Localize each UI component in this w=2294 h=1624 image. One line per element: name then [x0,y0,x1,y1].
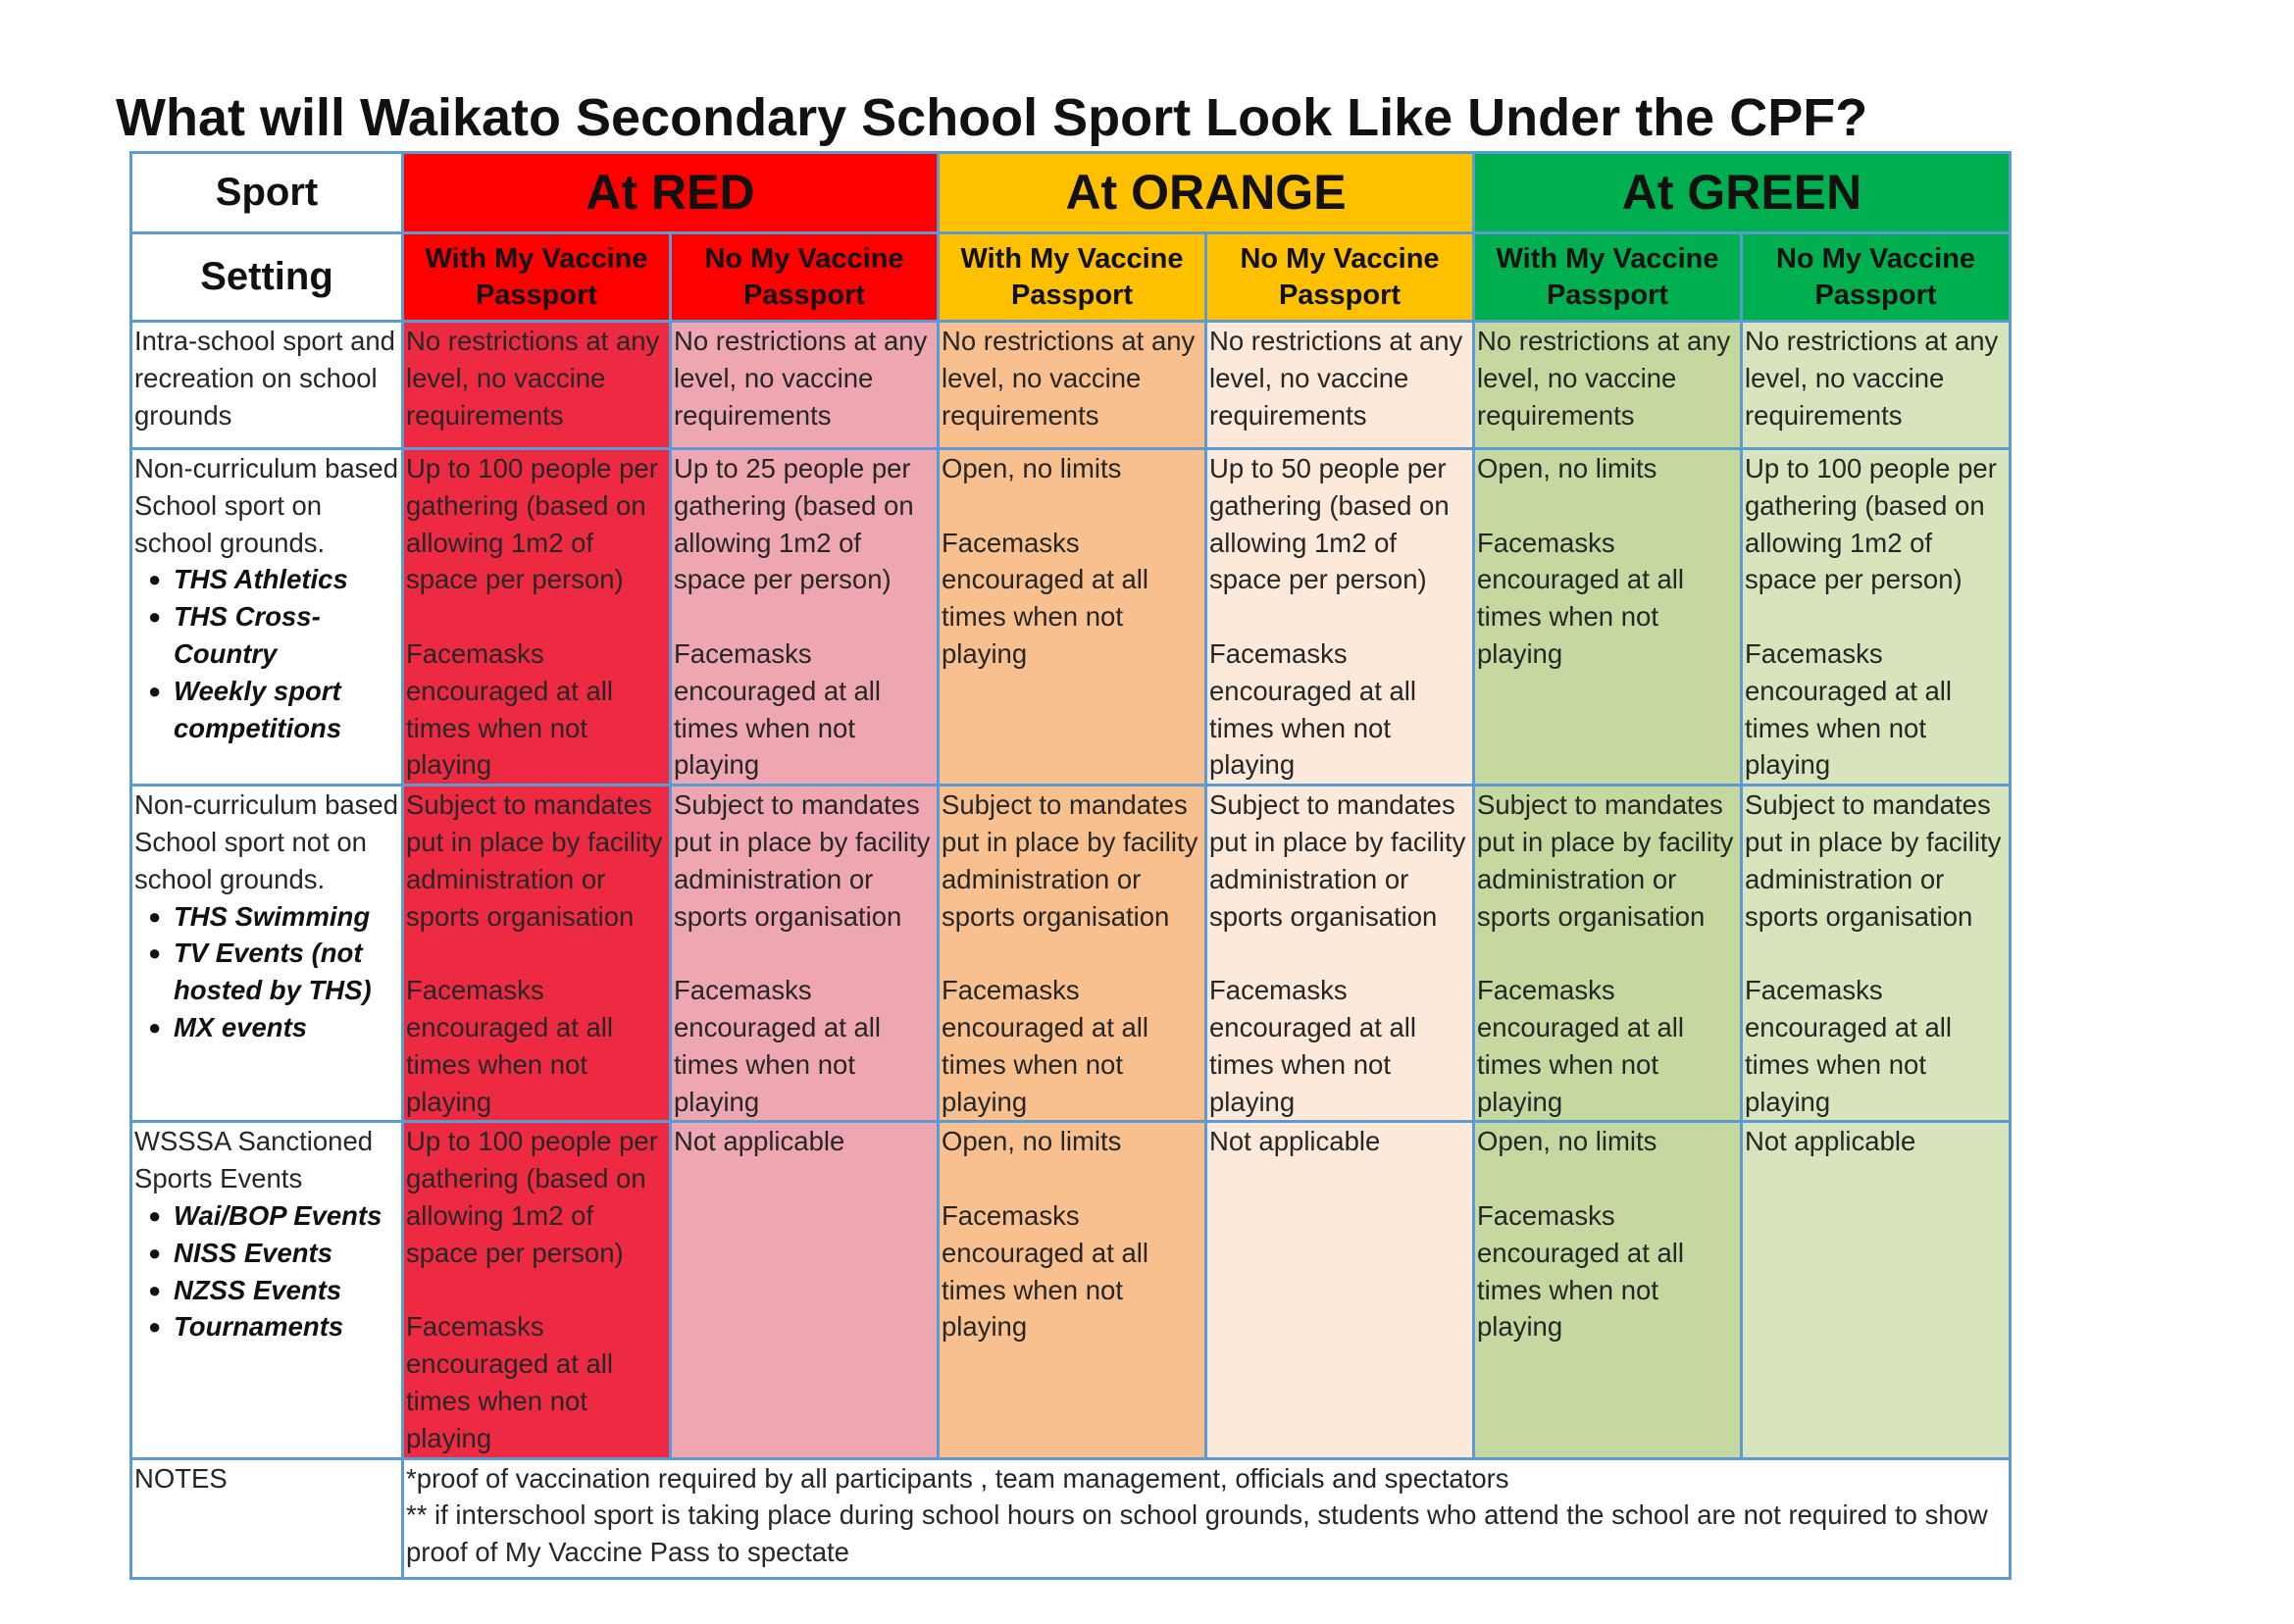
red-no-pass-cell [671,449,939,786]
green-with-pass-cell [1474,1122,1742,1458]
row-label [131,322,403,449]
setting-label: Intra-school sport and recreation on school grounds [134,326,395,431]
rule-text: Open, no limits [1477,453,1657,483]
paragraph-gap [1745,598,2007,635]
green-no-pass-cell [1742,449,2011,786]
rule-text: Facemasks encouraged at all times when not playing [942,975,1148,1117]
paragraph-gap [406,1272,667,1309]
rule-text: Open, no limits [942,453,1122,483]
red-no-pass-cell [671,786,939,1122]
paragraph-gap [406,598,667,635]
rule-text: Up to 25 people per gathering (based on allowing 1m2 of space per person) [674,453,914,595]
red-no-pass-cell [671,1122,939,1458]
rule-text: Not applicable [674,1126,845,1157]
example-item: ● MX events [134,1009,399,1046]
row-label [131,449,403,786]
row-label [131,786,403,1122]
paragraph-gap [406,935,667,972]
page-title: What will Waikato Secondary School Sport Look Like Under the CPF? [116,88,1868,147]
example-item: ● NZSS Events [134,1272,399,1309]
red-with-pass-cell [403,1122,671,1458]
table-row [131,786,2011,1122]
table-row [131,1122,2011,1458]
red-no-pass-header: No My Vaccine Passport [671,233,939,322]
green-no-pass-cell [1742,322,2011,449]
example-item: ● Wai/BOP Events [134,1197,399,1235]
rule-text: Facemasks encouraged at all times when not playing [406,637,613,781]
green-no-pass-cell [1742,1122,2011,1458]
paragraph-gap [1745,935,2007,972]
orange-with-pass-cell [939,786,1206,1122]
table-row [131,449,2011,786]
rule-text: Not applicable [1745,1126,1916,1157]
rule-text: Subject to mandates put in place by facility administration or sports organisation [406,789,663,932]
rule-text: Facemasks encouraged at all times when not playing [1477,527,1684,669]
paragraph-gap [1209,935,1470,972]
green-with-pass-header: With My Vaccine Passport [1474,233,1742,322]
rule-text: Open, no limits [1477,1126,1657,1157]
red-with-pass-header: With My Vaccine Passport [403,233,671,322]
orange-no-pass-cell [1206,322,1474,449]
table-row [131,322,2011,449]
cpf-sport-table [129,151,2012,1580]
setting-label: Non-curriculum based School sport on school grounds. [134,453,398,558]
example-item: ● THS Cross-Country [134,598,399,673]
rule-text: Facemasks encouraged at all times when not playing [1745,975,1952,1117]
green-no-pass-cell [1742,786,2011,1122]
rule-text: Facemasks encouraged at all times when not playing [1209,637,1416,781]
rule-text: Facemasks encouraged at all times when not playing [674,637,881,781]
orange-no-pass-cell [1206,1122,1474,1458]
rule-text: No restrictions at any level, no vaccine requirements [674,326,928,431]
example-list [134,561,399,746]
orange-no-pass-cell [1206,449,1474,786]
setting-label: WSSSA Sanctioned Sports Events [134,1126,374,1194]
rule-text: Facemasks encouraged at all times when not playing [674,975,881,1117]
rule-text: Facemasks encouraged at all times when not playing [1745,637,1952,781]
paragraph-gap [942,1160,1202,1197]
rule-text: Up to 100 people per gathering (based on allowing 1m2 of space per person) [406,453,658,595]
paragraph-gap [1477,1160,1738,1197]
rule-text: Facemasks encouraged at all times when not playing [942,1199,1148,1343]
paragraph-gap [1209,598,1470,635]
example-item: ● THS Swimming [134,898,399,936]
rule-text: Not applicable [1209,1126,1381,1157]
red-with-pass-cell [403,786,671,1122]
sport-header: Sport [131,153,403,233]
green-with-pass-cell [1474,322,1742,449]
notes-row [131,1458,2011,1578]
paragraph-gap [942,935,1202,972]
note-line: ** if interschool sport is taking place during school hours on school grounds, students who attend the school are not required to show proof of My Vaccine Pass to spectate [406,1499,1988,1568]
notes-label: NOTES [131,1458,403,1578]
row-label [131,1122,403,1458]
rule-text: Facemasks encouraged at all times when not playing [942,527,1148,669]
rule-text: Facemasks encouraged at all times when not playing [406,975,613,1117]
rule-text: Subject to mandates put in place by facility administration or sports organisation [1209,789,1466,932]
example-item: ● Weekly sport competitions [134,673,399,747]
red-level-header: At RED [403,153,939,233]
orange-no-pass-header: No My Vaccine Passport [1206,233,1474,322]
rule-text: Subject to mandates put in place by facility administration or sports organisation [674,789,931,932]
example-item: ● Tournaments [134,1308,399,1345]
rule-text: Up to 100 people per gathering (based on allowing 1m2 of space per person) [406,1126,658,1268]
example-list [134,1197,399,1345]
rule-text: Facemasks encouraged at all times when not playing [406,1311,613,1453]
setting-label: Non-curriculum based School sport not on school grounds. [134,789,398,894]
orange-with-pass-cell [939,1122,1206,1458]
rule-text: Subject to mandates put in place by facility administration or sports organisation [1477,789,1734,932]
rule-text: Up to 50 people per gathering (based on allowing 1m2 of space per person) [1209,453,1450,595]
green-no-pass-header: No My Vaccine Passport [1742,233,2011,322]
rule-text: Open, no limits [942,1126,1122,1157]
rule-text: Subject to mandates put in place by facility administration or sports organisation [942,789,1198,932]
orange-with-pass-cell [939,449,1206,786]
rule-text: Facemasks encouraged at all times when not playing [1477,1199,1684,1343]
red-with-pass-cell [403,322,671,449]
setting-header: Setting [131,233,403,322]
paragraph-gap [1477,935,1738,972]
rule-text: No restrictions at any level, no vaccine requirements [1745,326,1999,431]
red-no-pass-cell [671,322,939,449]
rule-text: No restrictions at any level, no vaccine requirements [942,326,1196,431]
rule-text: No restrictions at any level, no vaccine requirements [1477,326,1731,431]
rule-text: Facemasks encouraged at all times when not playing [1209,975,1416,1117]
green-with-pass-cell [1474,449,1742,786]
orange-level-header: At ORANGE [939,153,1474,233]
example-item: ● THS Athletics [134,561,399,598]
paragraph-gap [942,487,1202,525]
orange-with-pass-cell [939,322,1206,449]
level-header-row [131,153,2011,233]
rule-text: Up to 100 people per gathering (based on allowing 1m2 of space per person) [1745,453,1997,595]
paragraph-gap [674,935,935,972]
orange-no-pass-cell [1206,786,1474,1122]
example-item: ● NISS Events [134,1235,399,1272]
paragraph-gap [1477,487,1738,525]
rule-text: Facemasks encouraged at all times when not playing [1477,975,1684,1117]
paragraph-gap [674,598,935,635]
rule-text: No restrictions at any level, no vaccine requirements [406,326,660,431]
example-item: ● TV Events (not hosted by THS) [134,935,399,1009]
green-level-header: At GREEN [1474,153,2011,233]
example-list [134,898,399,1046]
red-with-pass-cell [403,449,671,786]
orange-with-pass-header: With My Vaccine Passport [939,233,1206,322]
pass-header-row [131,233,2011,322]
note-line: *proof of vaccination required by all participants , team management, officials and spectators [406,1462,1509,1494]
notes-content [403,1458,2011,1578]
rule-text: No restrictions at any level, no vaccine requirements [1209,326,1463,431]
green-with-pass-cell [1474,786,1742,1122]
rule-text: Subject to mandates put in place by facility administration or sports organisation [1745,789,2002,932]
